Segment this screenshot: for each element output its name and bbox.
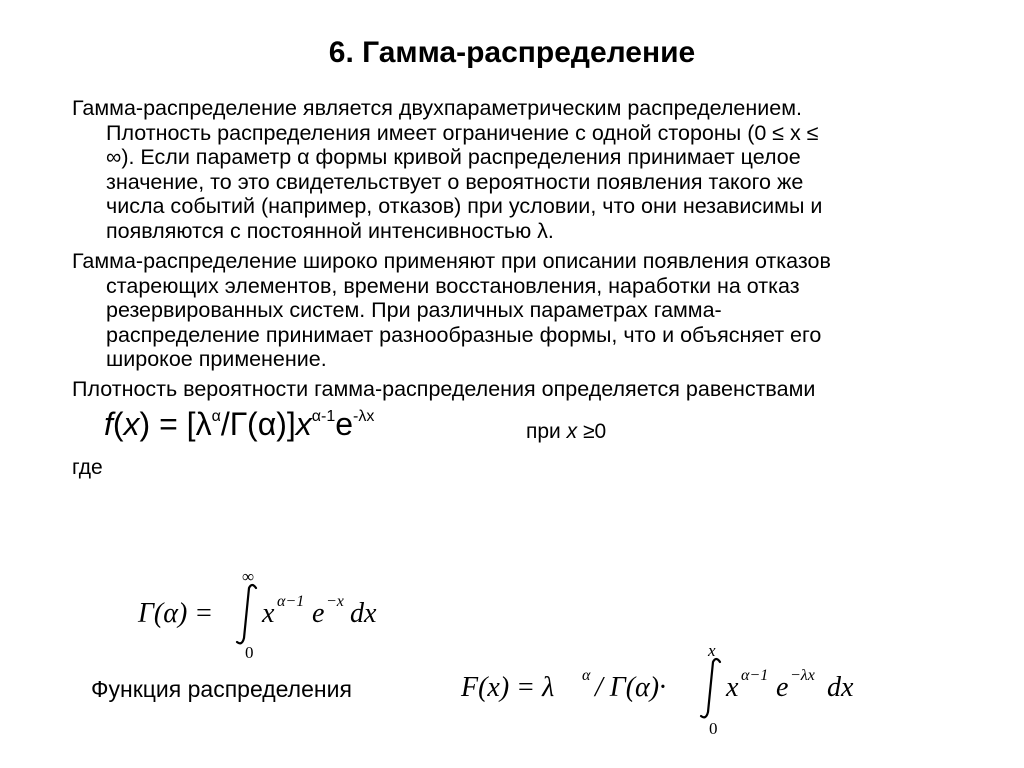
- text-line: Гамма-распределение широко применяют при описании появления отказов: [72, 249, 831, 273]
- integrand-x: x: [262, 598, 275, 629]
- integrand-x: x: [726, 672, 739, 703]
- text-line: распределение принимает разнообразные формы, что и объясняет его: [106, 322, 822, 347]
- integrand-dx: dx: [350, 598, 377, 629]
- text-line: широкое применение.: [106, 347, 327, 371]
- text-line: числа событий (например, отказов) при условии, что они независимы и: [106, 194, 823, 218]
- condition-variable: x: [566, 420, 578, 443]
- integrand-dx: dx: [827, 672, 854, 703]
- formula-paren: (: [112, 406, 124, 442]
- text-line: ∞). Если параметр α формы кривой распределения принимает целое: [106, 145, 801, 169]
- text-line: Плотность вероятности гамма-распределения определяется равенствами: [72, 377, 816, 401]
- text-line: значение, то это свидетельствует о вероятности появления такого же: [106, 169, 804, 194]
- lambda-exponent: α: [582, 667, 591, 684]
- gamma-function-lhs: Γ(α) =: [138, 598, 214, 629]
- formula-e: e: [335, 406, 354, 442]
- integrand-x-exponent: α−1: [741, 667, 769, 684]
- density-formula: [104, 406, 374, 443]
- formula-f: f: [104, 406, 113, 442]
- text-line: стареющих элементов, времени восстановления, наработки на отказ: [106, 273, 800, 298]
- gamma-function-formula: [128, 560, 428, 670]
- integral-lower-limit: 0: [245, 643, 254, 662]
- integrand-e: e: [312, 598, 325, 629]
- paragraph-gamma-definition: [72, 96, 982, 243]
- integral-lower-limit: 0: [709, 719, 718, 738]
- condition-text: [526, 420, 606, 444]
- formula-alpha-exponent: α: [211, 408, 221, 425]
- formula-x-exponent: α-1: [311, 408, 336, 425]
- distribution-function-label: Функция распределения: [91, 676, 352, 702]
- distribution-gamma-part: / Γ(α)·: [595, 672, 667, 703]
- condition-prefix: при: [526, 420, 567, 443]
- integral-upper-limit: x: [708, 641, 716, 660]
- formula-x: x: [123, 406, 140, 442]
- distribution-lhs: F(x) = λ: [461, 672, 555, 703]
- text-line: резервированных систем. При различных параметрах гамма-: [106, 298, 722, 322]
- text-line: появляются с постоянной интенсивностью λ.: [106, 218, 554, 243]
- integrand-e-exponent: −x: [326, 593, 344, 610]
- text-line: Плотность распределения имеет ограничение с одной стороны (0 ≤ x ≤: [106, 120, 819, 145]
- integral-sign: [701, 659, 720, 717]
- where-label: где: [72, 456, 103, 479]
- integral-upper-limit: ∞: [242, 567, 255, 586]
- integrand-x-exponent: α−1: [277, 593, 305, 610]
- formula-x-power: x: [295, 406, 312, 442]
- integrand-e: e: [776, 672, 789, 703]
- integral-sign: [237, 585, 256, 643]
- formula-bracket-lambda: ) = [λ: [139, 406, 212, 442]
- integrand-e-exponent: −λx: [790, 667, 815, 684]
- formula-gamma-part: /Г(α)]: [220, 406, 296, 442]
- paragraph-density-intro: [72, 377, 982, 402]
- text-line: Гамма-распределение является двухпараметрическим распределением.: [72, 96, 802, 120]
- page-title: 6. Гамма-распределение: [328, 36, 696, 69]
- condition-relation: ≥0: [577, 420, 607, 443]
- formula-e-exponent: -λx: [353, 408, 375, 425]
- paragraph-gamma-application: [72, 249, 982, 372]
- distribution-function-formula: [455, 640, 875, 750]
